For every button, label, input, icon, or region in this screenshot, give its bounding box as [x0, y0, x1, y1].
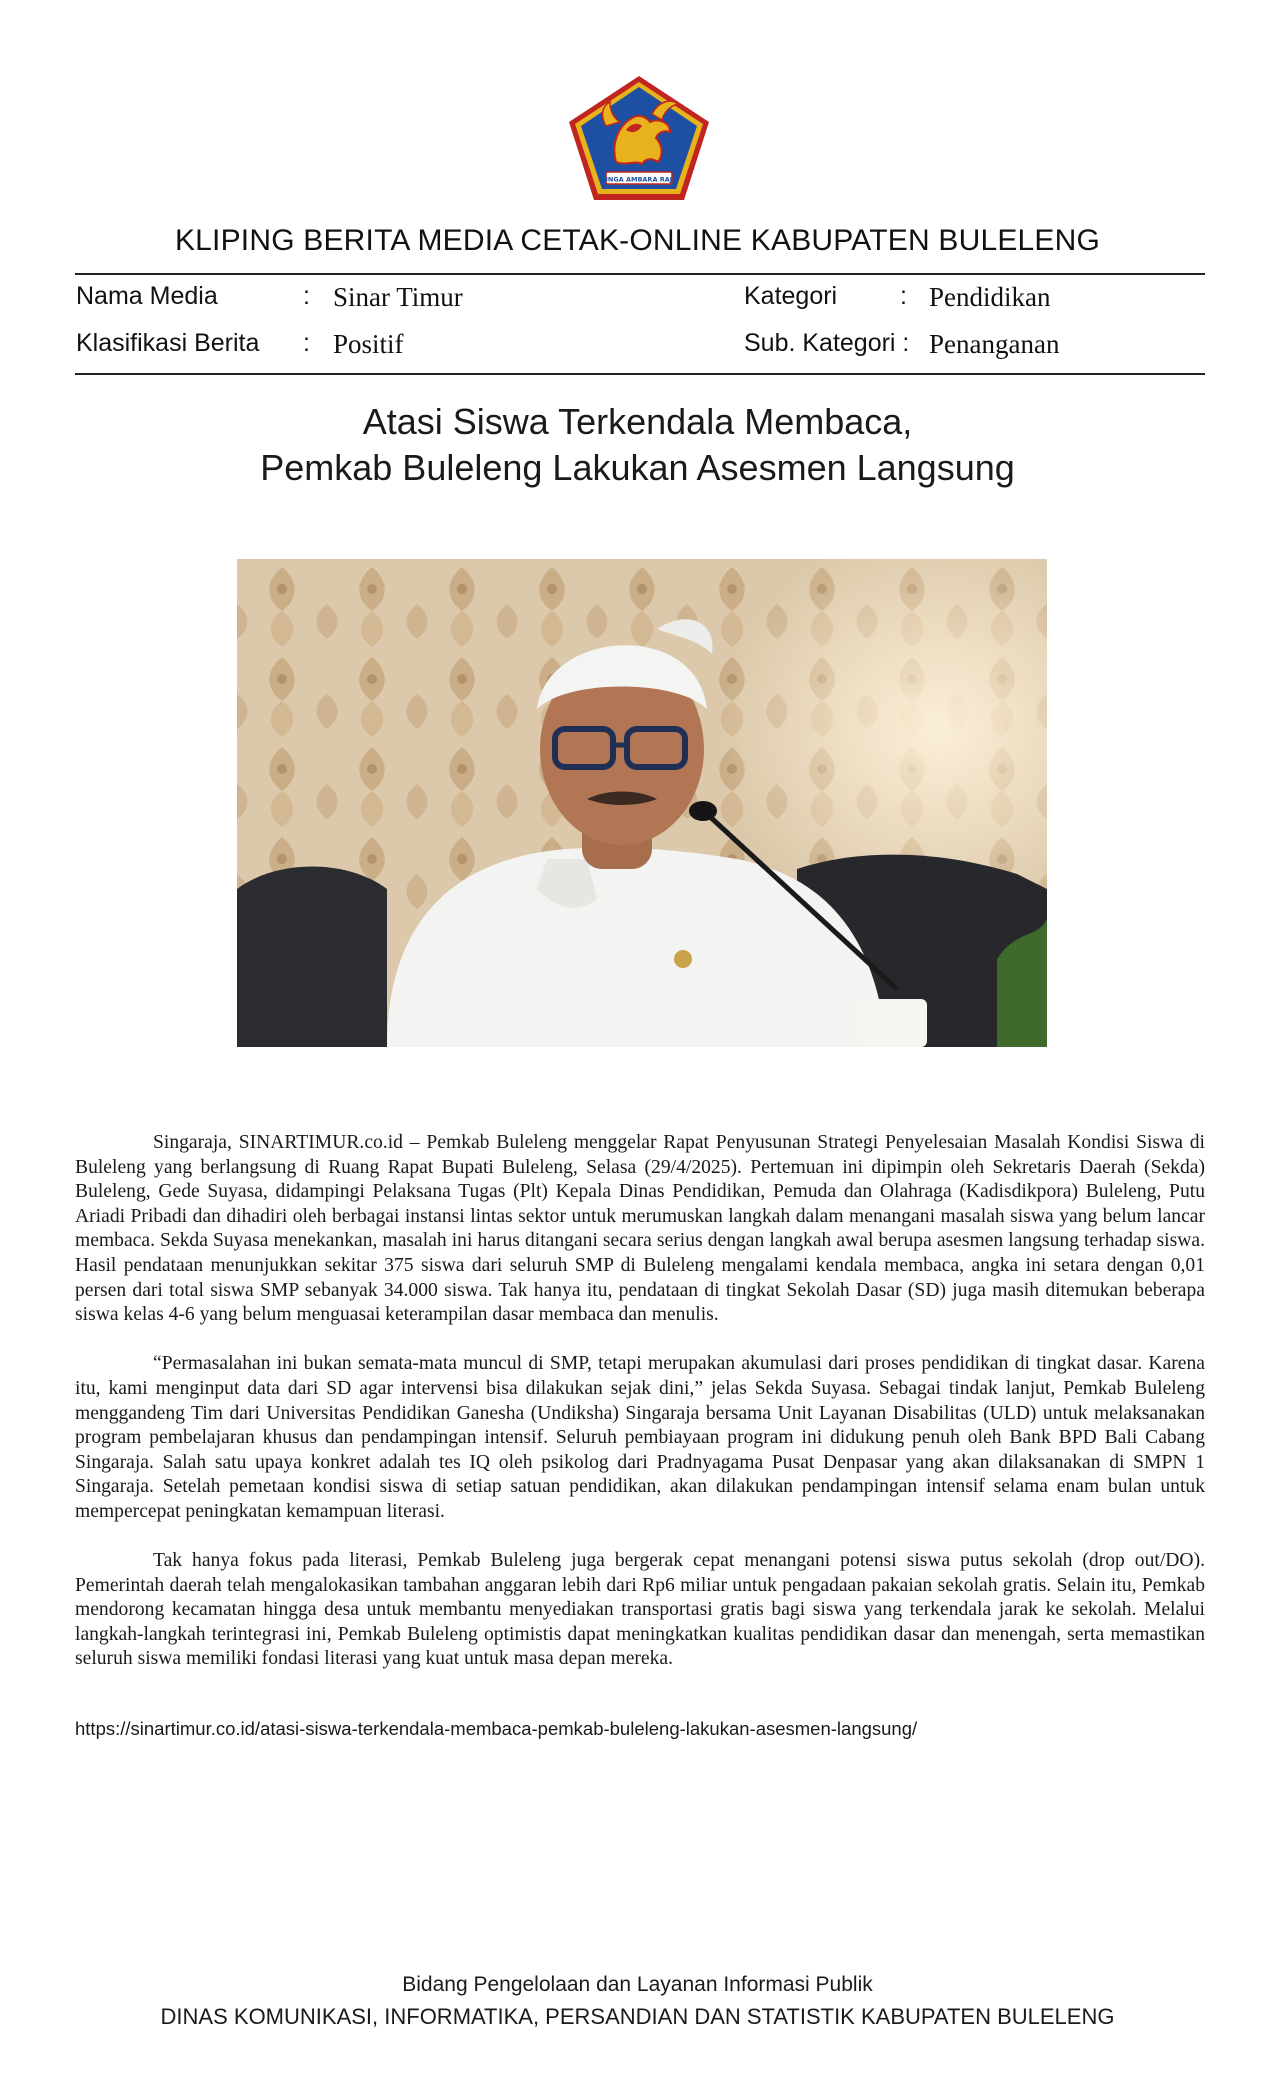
header-divider-bottom [75, 373, 1205, 375]
media-name-label: Nama Media [76, 282, 218, 310]
article-headline-line2: Pemkab Buleleng Lakukan Asesmen Langsung [260, 447, 1015, 488]
article-paragraph-2: “Permasalahan ini bukan semata-mata muncul di SMP, tetapi merupakan akumulasi dari proses pendidikan di tingkat dasar. Karena itu, kami menginput data dari SD agar intervensi bisa dilakukan sejak dini,” jelas Sekda Suyasa. Sebagai tindak lanjut, Pemkab Buleleng menggandeng Tim dari Universitas Pendidikan Ganesha (Undiksha) Singaraja bersama Unit Layanan Disabilitas (ULD) untuk melaksanakan program pembelajaran khusus dan pendampingan intensif. Seluruh pembiayaan program ini didukung penuh oleh Bank BPD Bali Cabang Singaraja. Salah satu upaya konkret adalah tes IQ oleh psikolog dari Pradnyagama Pusat Denpasar yang akan dilaksanakan di SMPN 1 Singaraja. Setelah pemetaan kondisi siswa di setiap satuan pendidikan, akan dilakukan pendampingan intensif selama enam bulan untuk mempercepat peningkatan kemampuan literasi. [75, 1353, 1205, 1522]
category-colon: : [900, 282, 907, 310]
header-divider-top [75, 273, 1205, 275]
footer-agency-name: DINAS KOMUNIKASI, INFORMATIKA, PERSANDIAN DAN STATISTIK KABUPATEN BULELENG [160, 2004, 1115, 2029]
clipping-header-title: KLIPING BERITA MEDIA CETAK-ONLINE KABUPATEN BULELENG [174, 224, 1101, 257]
article-paragraph-1: Singaraja, SINARTIMUR.co.id – Pemkab Buleleng menggelar Rapat Penyusunan Strategi Penyelesaian Masalah Kondisi Siswa di Buleleng yang berlangsung di Ruang Rapat Bupati Buleleng, Selasa (29/4/2025). Pertemuan ini dipimpin oleh Sekretaris Daerah (Sekda) Buleleng, Gede Suyasa, didampingi Pelaksana Tugas (Plt) Kepala Dinas Pendidikan, Pemuda dan Olahraga (Kadisdikpora) Buleleng, Putu Ariadi Pribadi dan dihadiri oleh berbagai instansi lintas sektor untuk merumuskan langkah dalam menangani masalah siswa yang belum lancar membaca. Sekda Suyasa menekankan, masalah ini harus ditangani secara serius dengan langkah awal berupa asesmen langsung terhadap siswa. Hasil pendataan menunjukkan sekitar 375 siswa dari seluruh SMP di Buleleng mengalami kendala membaca, angka ini setara dengan 0,01 persen dari total siswa SMP sebanyak 34.000 siswa. Tak hanya itu, pendataan di tingkat Sekolah Dasar (SD) juga masih ditemukan beberapa siswa kelas 4-6 yang belum menguasai keterampilan dasar membaca dan menulis. [75, 1132, 1205, 1326]
article-headline-line1: Atasi Siswa Terkendala Membaca, [362, 401, 913, 442]
sub-category-value: Penanganan [929, 329, 1060, 359]
footer-division-name: Bidang Pengelolaan dan Layanan Informasi Publik [402, 1973, 873, 1996]
source-url-link[interactable]: https://sinartimur.co.id/atasi-siswa-terkendala-membaca-pemkab-buleleng-lakukan-asesmen-langsung/ [75, 1718, 918, 1739]
sub-category-label: Sub. Kategori : [744, 329, 910, 357]
emblem-motto: SINGA AMBARA RAJA [600, 175, 678, 184]
article-paragraph-3: Tak hanya fokus pada literasi, Pemkab Buleleng juga bergerak cepat menangani potensi siswa putus sekolah (drop out/DO). Pemerintah daerah telah mengalokasikan tambahan anggaran lebih dari Rp6 miliar untuk pengadaan pakaian sekolah gratis. Selain itu, Pemkab mendorong kecamatan hingga desa untuk membantu menyediakan transportasi gratis bagi siswa yang terkendala jarak ke sekolah. Melalui langkah-langkah terintegrasi ini, Pemkab Buleleng optimistis dapat meningkatkan kualitas pendidikan dasar dan menengah, serta memastikan seluruh siswa memiliki fondasi literasi yang kuat untuk masa depan mereka. [75, 1550, 1205, 1670]
classification-value: Positif [333, 329, 404, 359]
category-label: Kategori [744, 282, 838, 310]
article-body [75, 1131, 1205, 1697]
category-value: Pendidikan [929, 282, 1051, 312]
buleleng-regency-emblem-icon [566, 74, 712, 202]
media-name-colon: : [303, 282, 310, 310]
article-photo [237, 559, 1047, 1047]
media-name-value: Sinar Timur [333, 282, 463, 312]
classification-label: Klasifikasi Berita [76, 329, 260, 357]
classification-colon: : [303, 329, 310, 357]
